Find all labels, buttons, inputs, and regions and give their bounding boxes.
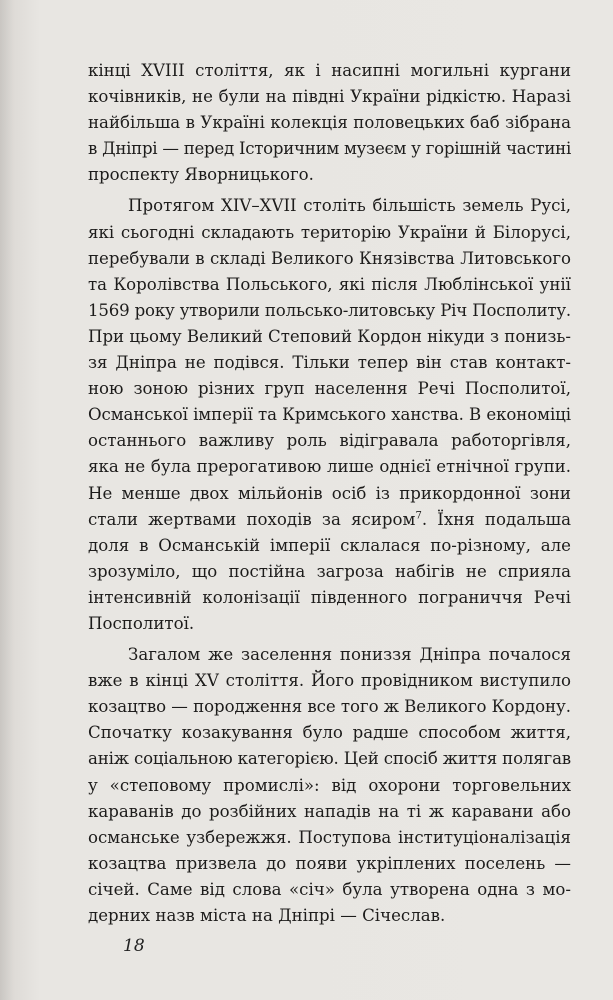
- text-line: аніж соціальною категорією. Цей спосіб життя полягав: [88, 749, 571, 769]
- text-line: проспекту Яворницького.: [88, 165, 314, 185]
- text-line: зя Дніпра не подівся. Тільки тепер він став контакт-: [88, 353, 571, 373]
- text-line: січей. Саме від слова «січ» була утворена одна з мо-: [88, 879, 571, 899]
- text-line-with-footnote: [88, 507, 571, 533]
- text-line: зрозуміло, що постійна загроза набігів не сприяла: [88, 561, 571, 581]
- text-line: дерних назв міста на Дніпрі — Січеслав.: [88, 906, 446, 925]
- text-line: При цьому Великий Степовий Кордон нікуди з понизь-: [88, 326, 571, 346]
- page-number: 18: [123, 936, 145, 956]
- text-line: караванів до розбійних нападів на ті ж каравани або: [88, 801, 571, 821]
- text-line: козацтво — породження все того ж Великого Кордону.: [88, 697, 571, 717]
- text-line: останнього важливу роль відігравала работоргівля,: [88, 431, 571, 451]
- text-segment: . Їхня подальша: [421, 509, 571, 529]
- footnote-reference[interactable]: 7: [415, 510, 422, 522]
- text-line: Османської імперії та Кримського ханства. В економіці: [88, 405, 571, 425]
- text-line: Загалом же заселення пониззя Дніпра почалося: [128, 645, 571, 665]
- text-line: інтенсивній колонізації південного пограниччя Речі: [88, 587, 571, 607]
- text-line: перебували в складі Великого Князівства Литовського: [88, 248, 571, 268]
- text-line: найбільша в Україні колекція половецьких баб зібрана: [88, 113, 571, 133]
- text-line: Протягом XIV–XVII століть більшість земель Русі,: [128, 196, 571, 216]
- text-line: в Дніпрі — перед Історичним музеєм у горішній частині: [88, 139, 571, 159]
- text-segment: стали жертвами походів за ясиром: [88, 509, 416, 529]
- text-line: Посполитої.: [88, 613, 195, 633]
- text-line: у «степовому промислі»: від охорони торговельних: [88, 775, 571, 795]
- text-line: вже в кінці XV століття. Його провідником виступило: [88, 671, 571, 691]
- text-line: доля в Османській імперії склалася по-різному, але: [88, 535, 571, 555]
- text-line: козацтва призвела до появи укріплених поселень —: [88, 853, 571, 873]
- paragraph-1: [88, 58, 571, 188]
- text-line: 1569 року утворили польсько-литовську Річ Посполиту.: [88, 300, 571, 320]
- paragraph-2: [88, 193, 571, 637]
- text-line: які сьогодні складають територію України й Білорусі,: [88, 222, 571, 242]
- text-line: та Королівства Польського, які після Люблінської унії: [88, 274, 571, 294]
- text-line: османське узбережжя. Поступова інституціоналізація: [88, 827, 571, 847]
- body-text: [88, 58, 571, 929]
- text-line: яка не була прерогативою лише однієї етнічної групи.: [88, 457, 571, 477]
- text-line: Спочатку козакування було радше способом життя,: [88, 723, 571, 743]
- paragraph-3: [88, 642, 571, 929]
- text-line: Не менше двох мільйонів осіб із прикордонної зони: [88, 483, 571, 503]
- text-line: кінці XVIII століття, як і насипні могильні кургани: [88, 61, 571, 80]
- text-line: кочівників, не були на півдні України рідкістю. Наразі: [88, 87, 571, 107]
- text-line: ною зоною різних груп населення Речі Посполитої,: [88, 379, 571, 399]
